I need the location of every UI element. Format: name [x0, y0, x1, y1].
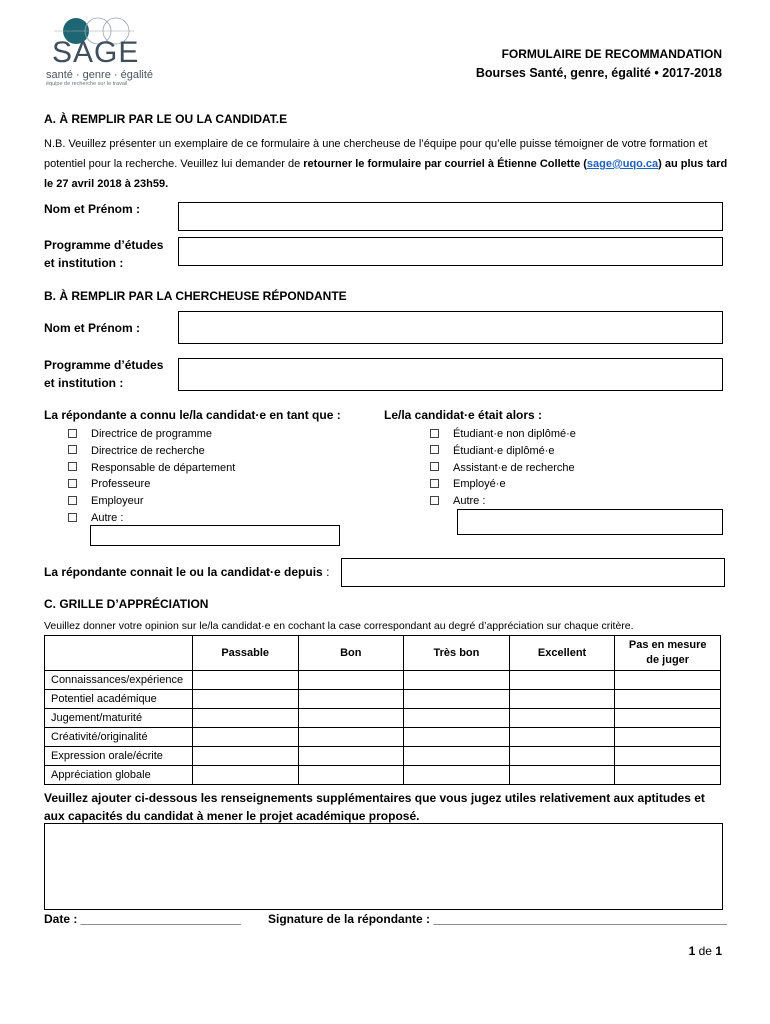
known-as-options — [68, 426, 235, 527]
grid-header-pas-en-mesure: Pas en mesure de juger — [615, 636, 721, 671]
checkbox-icon[interactable] — [430, 429, 439, 438]
logo-title: SAGE — [52, 36, 140, 69]
grid-cell[interactable] — [298, 709, 404, 728]
appreciation-grid — [44, 635, 721, 785]
email-link[interactable]: sage@uqo.ca — [586, 158, 659, 170]
checkbox-icon[interactable] — [68, 462, 77, 471]
checkbox-icon[interactable] — [68, 496, 77, 505]
grid-cell[interactable] — [615, 728, 721, 747]
was-label: Le/la candidat·e était alors : — [384, 408, 543, 422]
grid-cell[interactable] — [404, 766, 510, 785]
grid-cell[interactable] — [509, 728, 615, 747]
logo-subtitle: santé · genre · égalité — [46, 69, 154, 81]
section-b-heading: B. À REMPLIR PAR LA CHERCHEUSE RÉPONDANTE — [44, 289, 347, 303]
grid-instructions: Veuillez donner votre opinion sur le/la candidat·e en cochant la case correspondant au degré d’appréciation sur chaque critère. — [44, 620, 634, 632]
grid-cell[interactable] — [509, 766, 615, 785]
checkbox-icon[interactable] — [430, 462, 439, 471]
page-current: 1 — [688, 944, 696, 958]
respondent-name-label: Nom et Prénom : — [44, 321, 141, 335]
grid-cell[interactable] — [404, 690, 510, 709]
candidate-name-field[interactable] — [178, 202, 723, 231]
known-since-label — [44, 563, 329, 581]
additional-info-prompt: Veuillez ajouter ci-dessous les renseignements supplémentaires que vous jugez utiles relativement aux aptitudes et aux capacités du candidat à mener le projet académique proposé. — [44, 791, 705, 823]
criterion-label: Connaissances/expérience — [45, 671, 193, 690]
known-as-option[interactable]: Professeure — [68, 476, 235, 493]
known-as-option[interactable]: Responsable de département — [68, 460, 235, 477]
grid-cell[interactable] — [298, 671, 404, 690]
grid-cell[interactable] — [615, 709, 721, 728]
criterion-label: Appréciation globale — [45, 766, 193, 785]
checkbox-icon[interactable] — [68, 479, 77, 488]
respondent-name-field[interactable] — [178, 311, 723, 344]
section-a-heading: A. À REMPLIR PAR LE OU LA CANDIDAT.E — [44, 112, 288, 126]
section-c-heading: C. GRILLE D’APPRÉCIATION — [44, 597, 209, 611]
grid-cell[interactable] — [404, 709, 510, 728]
was-option[interactable]: Employé·e — [430, 476, 576, 493]
table-row — [45, 690, 721, 709]
program-label-line2: et institution : — [44, 256, 124, 270]
known-as-option[interactable]: Directrice de recherche — [68, 443, 235, 460]
grid-cell[interactable] — [509, 671, 615, 690]
grid-cell[interactable] — [192, 671, 298, 690]
was-other-field[interactable] — [457, 509, 723, 535]
known-as-option[interactable]: Autre : — [68, 510, 235, 527]
was-options — [430, 426, 576, 510]
criterion-label: Jugement/maturité — [45, 709, 193, 728]
grid-cell[interactable] — [298, 766, 404, 785]
note-text: N.B. Veuillez présenter un exemplaire de ce formulaire à une chercheuse de l’équipe pour qu’elle puisse témoigner de votre formation et potentiel pour la recherche. Veuillez lui demander de — [44, 138, 708, 170]
respondent-program-label — [44, 356, 163, 392]
program-label-line1: Programme d’études — [44, 358, 164, 372]
grid-cell[interactable] — [615, 766, 721, 785]
grid-header-excellent: Excellent — [509, 636, 615, 671]
page-number — [689, 944, 722, 958]
grid-header-row — [45, 636, 721, 671]
was-option[interactable]: Étudiant·e diplômé·e — [430, 443, 576, 460]
grid-cell[interactable] — [192, 709, 298, 728]
grid-cell[interactable] — [192, 728, 298, 747]
known-since-text: La répondante connait le ou la candidat·e depuis — [44, 565, 323, 579]
grid-cell[interactable] — [509, 690, 615, 709]
checkbox-icon[interactable] — [68, 429, 77, 438]
candidate-name-label: Nom et Prénom : — [44, 202, 141, 216]
grid-cell[interactable] — [509, 709, 615, 728]
known-as-option[interactable]: Directrice de programme — [68, 426, 235, 443]
grid-cell[interactable] — [404, 671, 510, 690]
grid-cell[interactable] — [192, 747, 298, 766]
known-as-label: La répondante a connu le/la candidat·e en tant que : — [44, 408, 341, 422]
criterion-label: Expression orale/écrite — [45, 747, 193, 766]
criterion-label: Potentiel académique — [45, 690, 193, 709]
grid-header-blank — [45, 636, 193, 671]
candidate-program-field[interactable] — [178, 237, 723, 266]
known-as-option[interactable]: Employeur — [68, 493, 235, 510]
grid-cell[interactable] — [192, 766, 298, 785]
page-total: 1 — [715, 944, 722, 958]
table-row — [45, 709, 721, 728]
table-row — [45, 747, 721, 766]
was-option[interactable]: Assistant·e de recherche — [430, 460, 576, 477]
grid-cell[interactable] — [298, 690, 404, 709]
form-title: FORMULAIRE DE RECOMMANDATION — [501, 47, 722, 61]
checkbox-icon[interactable] — [430, 496, 439, 505]
known-since-field[interactable] — [341, 558, 725, 587]
date-field[interactable]: Date : ________________________ — [44, 912, 241, 926]
known-since-colon: : — [326, 565, 330, 579]
respondent-program-field[interactable] — [178, 358, 723, 391]
grid-header-tres-bon: Très bon — [404, 636, 510, 671]
signature-field[interactable]: Signature de la répondante : ____________________________________________ — [268, 912, 728, 926]
was-option[interactable]: Autre : — [430, 493, 576, 510]
grid-cell[interactable] — [404, 747, 510, 766]
candidate-program-label — [44, 236, 163, 272]
checkbox-icon[interactable] — [430, 479, 439, 488]
grid-cell[interactable] — [615, 747, 721, 766]
grid-cell[interactable] — [509, 747, 615, 766]
criterion-label: Créativité/originalité — [45, 728, 193, 747]
additional-info-field[interactable] — [44, 823, 723, 910]
table-row — [45, 766, 721, 785]
grid-cell[interactable] — [404, 728, 510, 747]
checkbox-icon[interactable] — [430, 445, 439, 454]
note-deadline: ) au plus tard le 27 avril 2018 à 23h59. — [44, 158, 728, 190]
grid-cell[interactable] — [615, 671, 721, 690]
logo-tagline: équipe de recherche sur le travail — [46, 81, 128, 87]
was-option[interactable]: Étudiant·e non diplômé·e — [430, 426, 576, 443]
checkbox-icon[interactable] — [68, 445, 77, 454]
grid-header-bon: Bon — [298, 636, 404, 671]
table-row — [45, 671, 721, 690]
program-label-line1: Programme d’études — [44, 238, 164, 252]
checkbox-icon[interactable] — [68, 513, 77, 522]
note-bold: retourner le formulaire par courriel à Étienne Collette ( — [303, 158, 587, 170]
table-row — [45, 728, 721, 747]
page-of: de — [698, 944, 712, 958]
grid-cell[interactable] — [615, 690, 721, 709]
grid-cell[interactable] — [192, 690, 298, 709]
grid-header-passable: Passable — [192, 636, 298, 671]
form-subtitle: Bourses Santé, genre, égalité • 2017-2018 — [475, 66, 722, 80]
program-label-line2: et institution : — [44, 376, 124, 390]
grid-cell[interactable] — [298, 728, 404, 747]
section-a-note — [44, 134, 728, 194]
grid-cell[interactable] — [298, 747, 404, 766]
known-as-other-field[interactable] — [90, 525, 340, 546]
